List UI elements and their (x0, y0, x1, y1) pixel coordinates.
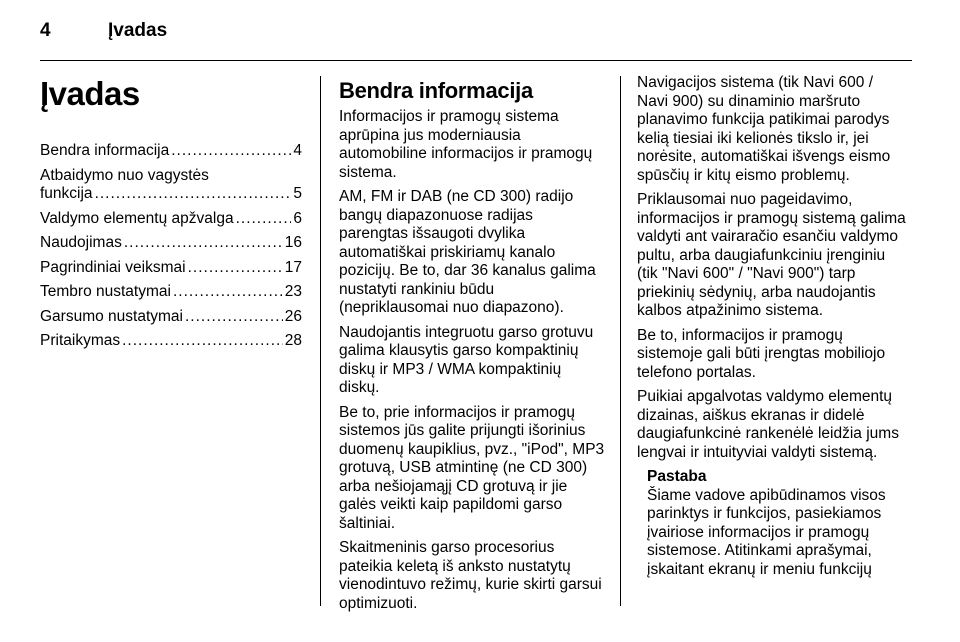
toc-leader-dots (173, 283, 283, 302)
toc-leader-dots (185, 308, 283, 327)
toc-entry-label: Bendra informacija (40, 142, 170, 159)
toc-entry[interactable] (40, 259, 302, 278)
toc-entry-label: Garsumo nustatymai (40, 307, 183, 325)
note-text: Šiame vadove apibūdinamos visos parinktys ir funkcijos, pasiekiamos įvairiose informacijos ir pramogų sistemose. Atitinkami aprašymai, įskaitant ekranų ir meniu funkcijų (647, 486, 886, 578)
toc-entry-label: Tembro nustatymai (40, 283, 171, 300)
running-title: Įvadas (108, 20, 168, 41)
toc-leader-dots (95, 185, 292, 204)
toc-entry-page: 28 (284, 332, 302, 349)
toc-entry[interactable] (40, 332, 302, 351)
toc-entry-page: 4 (293, 142, 302, 159)
toc-leader-dots (188, 259, 283, 278)
toc-leader-dots (122, 332, 283, 351)
toc-entry-label: Naudojimas (40, 234, 122, 251)
body-paragraph: Informacijos ir pramogų sistema aprūpina jus moderniausia automobiline informacijos ir pramogų sistema. (339, 108, 593, 181)
toc-entry[interactable] (40, 308, 302, 327)
chapter-title: Įvadas (40, 75, 140, 112)
page-number: 4 (40, 20, 51, 41)
toc-entry-page: 23 (284, 283, 302, 300)
toc-entry[interactable] (40, 142, 302, 161)
body-column-3 (637, 74, 907, 579)
toc-leader-dots (236, 210, 292, 229)
toc-entry-page: 6 (293, 209, 302, 227)
toc-entry[interactable] (40, 283, 302, 302)
column-divider (320, 76, 321, 606)
body-paragraph: Skaitmeninis garso procesorius pateikia keletą iš anksto nustatytų vienodintuvo režimų, kurie skirti garsui optimizuoti. (339, 539, 602, 612)
toc-entry-label-line: Atbaidymo nuo vagystės (40, 166, 209, 184)
body-paragraph: Naudojantis integruotu garso grotuvu galima klausytis garso kompaktinių diskų ir MP3 / WMA kompaktinių diskų. (339, 323, 594, 396)
toc-entry-page: 26 (284, 307, 302, 325)
toc-leader-dots (171, 142, 291, 161)
toc-entry[interactable] (40, 167, 302, 204)
toc-leader-dots (124, 234, 283, 253)
body-paragraph: Navigacijos sistema (tik Navi 600 / Navi 900) su dinaminio maršruto planavimo funkcija patikimai parodys kelią tiesiai iki kelionės tikslo ir, jei norėsite, automatiškai išvengs eismo spūsčių ir kitų eismo problemų. (637, 74, 891, 184)
toc-entry-label: Pritaikymas (40, 332, 121, 349)
toc-entry[interactable] (40, 210, 302, 229)
body-column-2 (339, 78, 605, 619)
section-title: Bendra informacija (339, 78, 533, 103)
table-of-contents (40, 142, 302, 351)
toc-entry-page: 17 (284, 258, 302, 276)
toc-entry-label: Valdymo elementų apžvalga (40, 209, 234, 227)
body-paragraph: Be to, prie informacijos ir pramogų sistemos jūs galite prijungti išorinius duomenų kaupiklius, pvz., "iPod", MP3 grotuvą, USB atmintinę (ne CD 300) arba nešiojamąjį CD grotuvą ir jie galės veikti kaip papildomi garso šaltiniai. (339, 403, 605, 532)
body-paragraph: AM, FM ir DAB (ne CD 300) radijo bangų diapazonuose radijas parengtas išsaugoti dvylika automatiškai priskiriamų kanalo pozicijų. Be to, dar 36 kanalus galima nustatyti rankiniu būdu (nepriklausomai nuo diapazono). (339, 188, 596, 316)
toc-entry-page: 16 (284, 234, 302, 251)
column-divider (620, 76, 621, 606)
body-paragraph: Priklausomai nuo pageidavimo, informacijos ir pramogų sistemą galima valdyti ant vairaračio esančiu valdymo pultu, arba daugiafunkciniu įrenginiu (tik "Navi 600" / "Navi 900") tarp priekinių sėdynių, arba naudojantis kalbos atpažinimo sistema. (637, 191, 906, 319)
toc-entry-label: Pagrindiniai veiksmai (40, 258, 186, 276)
header-rule (40, 60, 912, 61)
note-box (647, 468, 907, 579)
note-title: Pastaba (647, 468, 707, 485)
toc-entry-label: funkcija (40, 185, 93, 202)
toc-entry-page: 5 (293, 185, 302, 202)
body-paragraph: Puikiai apgalvotas valdymo elementų dizainas, aiškus ekranas ir didelė daugiafunkcinė rankenėlė leidžia jums lengvai ir intuityviai valdyti sistemą. (637, 388, 899, 461)
toc-column (40, 74, 302, 357)
body-paragraph: Be to, informacijos ir pramogų sistemoje gali būti įrengtas mobiliojo telefono portalas. (637, 326, 886, 381)
toc-entry[interactable] (40, 234, 302, 253)
